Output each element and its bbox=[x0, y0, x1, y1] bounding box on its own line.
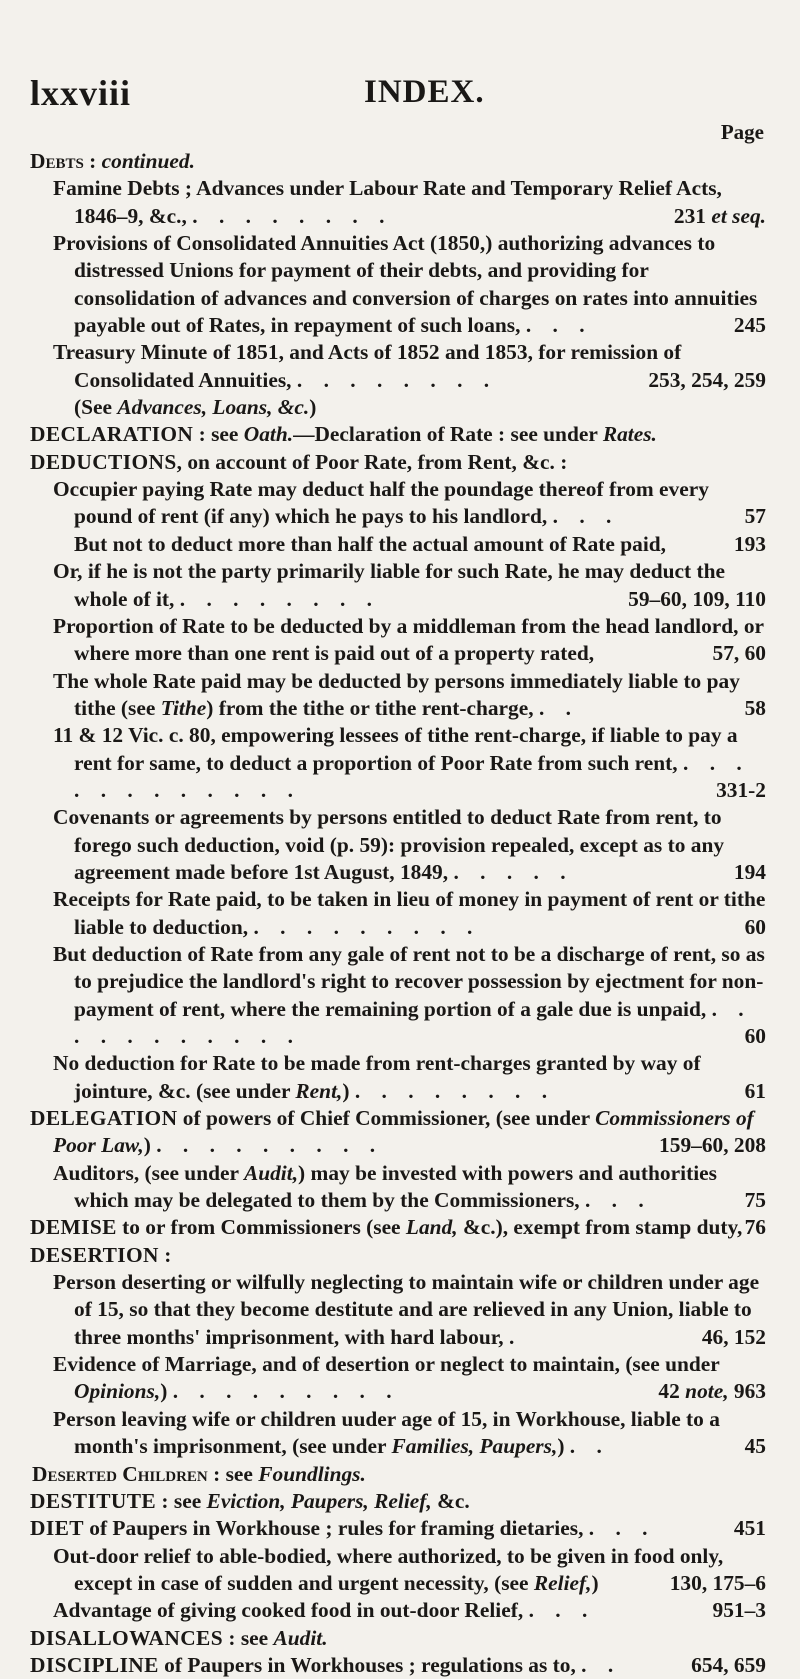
page-reference: 60 bbox=[744, 914, 766, 939]
index-entry: Auditors, (see under Audit,) may be invested with powers and authorities which may be delegated to them by the Commissioners, . . . 75 bbox=[30, 1160, 766, 1215]
index-entry: Covenants or agreements by persons entitled to deduct Rate from rent, to forego such deduction, void (p. 59): provision repealed, except as to any agreement made before 1st August, 1849, . . . . . 194 bbox=[30, 804, 766, 886]
index-entry: Famine Debts ; Advances under Labour Rate and Temporary Relief Acts, 1846–9, &c., . . . . . . . . 231 et seq. bbox=[53, 176, 766, 228]
page-reference: 951–3 bbox=[712, 1598, 766, 1623]
page-reference: 57, 60 bbox=[712, 641, 766, 666]
page-reference: 60 bbox=[744, 1024, 766, 1048]
index-entry: 11 & 12 Vic. c. 80, empowering lessees of tithe rent-charge, if liable to pay a rent for same, to deduct a proportion of Poor Rate from such rent, . . . . . . . . . . . . 331-2 bbox=[30, 722, 766, 804]
index-heading-declaration: DECLARATION : see Oath.—Declaration of Rate : see under Rates. bbox=[30, 422, 657, 447]
page-reference: 61 bbox=[744, 1078, 766, 1103]
index-entry: No deduction for Rate to be made from rent-charges granted by way of jointure, &c. (see under Rent,) . . . . . . . . 61 bbox=[30, 1050, 766, 1105]
cross-reference: (See Advances, Loans, &c.) bbox=[74, 395, 317, 420]
page-reference: 231 bbox=[673, 203, 712, 228]
index-entry: Person deserting or wilfully neglecting to maintain wife or children under age of 15, so that they become destitute and are relieved in any Union, liable to three months' imprisonment, with hard labour, . 46, 152 bbox=[30, 1269, 766, 1351]
index-entry: But deduction of Rate from any gale of rent not to be a discharge of rent, so as to prejudice the landlord's right to recover possession by ejectment for non-payment of rent, where the remaining portion of a gale due is unpaid, . . . . . . . . . . . 60 bbox=[30, 941, 766, 1050]
index-heading-destitute: DESTITUTE : see Eviction, Paupers, Relief, &c. bbox=[30, 1488, 470, 1513]
page-reference: 245 bbox=[733, 313, 766, 338]
page-reference: 42 bbox=[658, 1379, 686, 1404]
index-entry: Treasury Minute of 1851, and Acts of 1852 and 1853, for remission of Consolidated Annuities, . . . . . . . . 253, 254, 259 bbox=[30, 339, 766, 394]
index-entries bbox=[30, 148, 766, 1679]
page-reference: 76 bbox=[744, 1215, 766, 1240]
index-entry: Occupier paying Rate may deduct half the poundage thereof from every pound of rent (if any) which he pays to his landlord, . . . 57 bbox=[30, 476, 766, 531]
running-head: INDEX. bbox=[364, 74, 485, 110]
index-heading-debts: Debts : continued. bbox=[30, 149, 195, 173]
index-heading-diet: DIET of Paupers in Workhouse ; rules for framing dietaries, . . . 451 bbox=[30, 1515, 766, 1542]
index-entry: The whole Rate paid may be deducted by persons immediately liable to pay tithe (see Tithe) from the tithe or tithe rent-charge, . . 58 bbox=[30, 668, 766, 723]
page-reference: 57 bbox=[744, 504, 766, 529]
index-entry: Out-door relief to able-bodied, where authorized, to be given in food only, except in case of sudden and urgent necessity, (see Relief,) 130, 175–6 bbox=[30, 1543, 766, 1598]
index-entry: Evidence of Marriage, and of desertion or neglect to maintain, (see under Opinions,) . . . . . . . . . 42 note, 963 bbox=[53, 1352, 766, 1404]
index-entry: Or, if he is not the party primarily liable for such Rate, he may deduct the whole of it, . . . . . . . . 59–60, 109, 110 bbox=[30, 558, 766, 613]
index-heading-desertion: DESERTION : bbox=[30, 1242, 172, 1267]
index-entry: Proportion of Rate to be deducted by a middleman from the head landlord, or where more than one rent is paid out of a property rated, 57, 60 bbox=[30, 613, 766, 668]
page-reference: 654, 659 bbox=[691, 1652, 766, 1677]
index-heading-discipline: DISCIPLINE of Paupers in Workhouses ; regulations as to, . . 654, 659 bbox=[30, 1652, 766, 1679]
index-entry: Person leaving wife or children uuder age of 15, in Workhouse, liable to a month's imprisonment, (see under Families, Paupers,) . . 45 bbox=[30, 1406, 766, 1461]
page-reference: 130, 175–6 bbox=[669, 1570, 766, 1595]
index-entry: Receipts for Rate paid, to be taken in lieu of money in payment of rent or tithe liable to deduction, . . . . . . . . . 60 bbox=[30, 886, 766, 941]
page-folio: lxxviii bbox=[30, 73, 132, 113]
index-heading-demise: DEMISE to or from Commissioners (see Land, &c.), exempt from stamp duty, 76 bbox=[30, 1214, 766, 1241]
page-reference: 46, 152 bbox=[701, 1324, 766, 1349]
page-reference: 59–60, 109, 110 bbox=[628, 586, 766, 611]
page-column-label: Page bbox=[720, 120, 764, 144]
page-reference: 75 bbox=[744, 1188, 766, 1213]
page-reference: 331-2 bbox=[716, 777, 766, 802]
page-reference: 45 bbox=[744, 1434, 766, 1459]
index-entry: But not to deduct more than half the actual amount of Rate paid, 193 bbox=[30, 531, 766, 558]
index-entry: Provisions of Consolidated Annuities Act (1850,) authorizing advances to distressed Unions for payment of their debts, and providing for consolidation of advances and conversion of charges on rates into annuities payable out of Rates, in repayment of such loans, . . . 245 bbox=[30, 230, 766, 339]
index-entry: Advantage of giving cooked food in out-door Relief, . . . 951–3 bbox=[30, 1597, 766, 1624]
page-reference: 159–60, 208 bbox=[659, 1133, 766, 1158]
page-reference: 194 bbox=[733, 859, 766, 884]
index-heading-disallowances: DISALLOWANCES : see Audit. bbox=[30, 1625, 328, 1650]
index-heading-deductions: DEDUCTIONS, on account of Poor Rate, from Rent, &c. : bbox=[30, 449, 568, 474]
page-reference: 253, 254, 259 bbox=[648, 367, 766, 392]
page-reference: 451 bbox=[733, 1516, 766, 1541]
index-heading-delegation: DELEGATION of powers of Chief Commissioner, (see under Commissioners of Poor Law,) . . . . . . . . . 159–60, 208 bbox=[30, 1105, 766, 1160]
page-reference: 58 bbox=[744, 695, 766, 720]
index-heading-deserted-children: Deserted Children : see Foundlings. bbox=[32, 1461, 366, 1486]
page-reference: 193 bbox=[733, 531, 766, 556]
